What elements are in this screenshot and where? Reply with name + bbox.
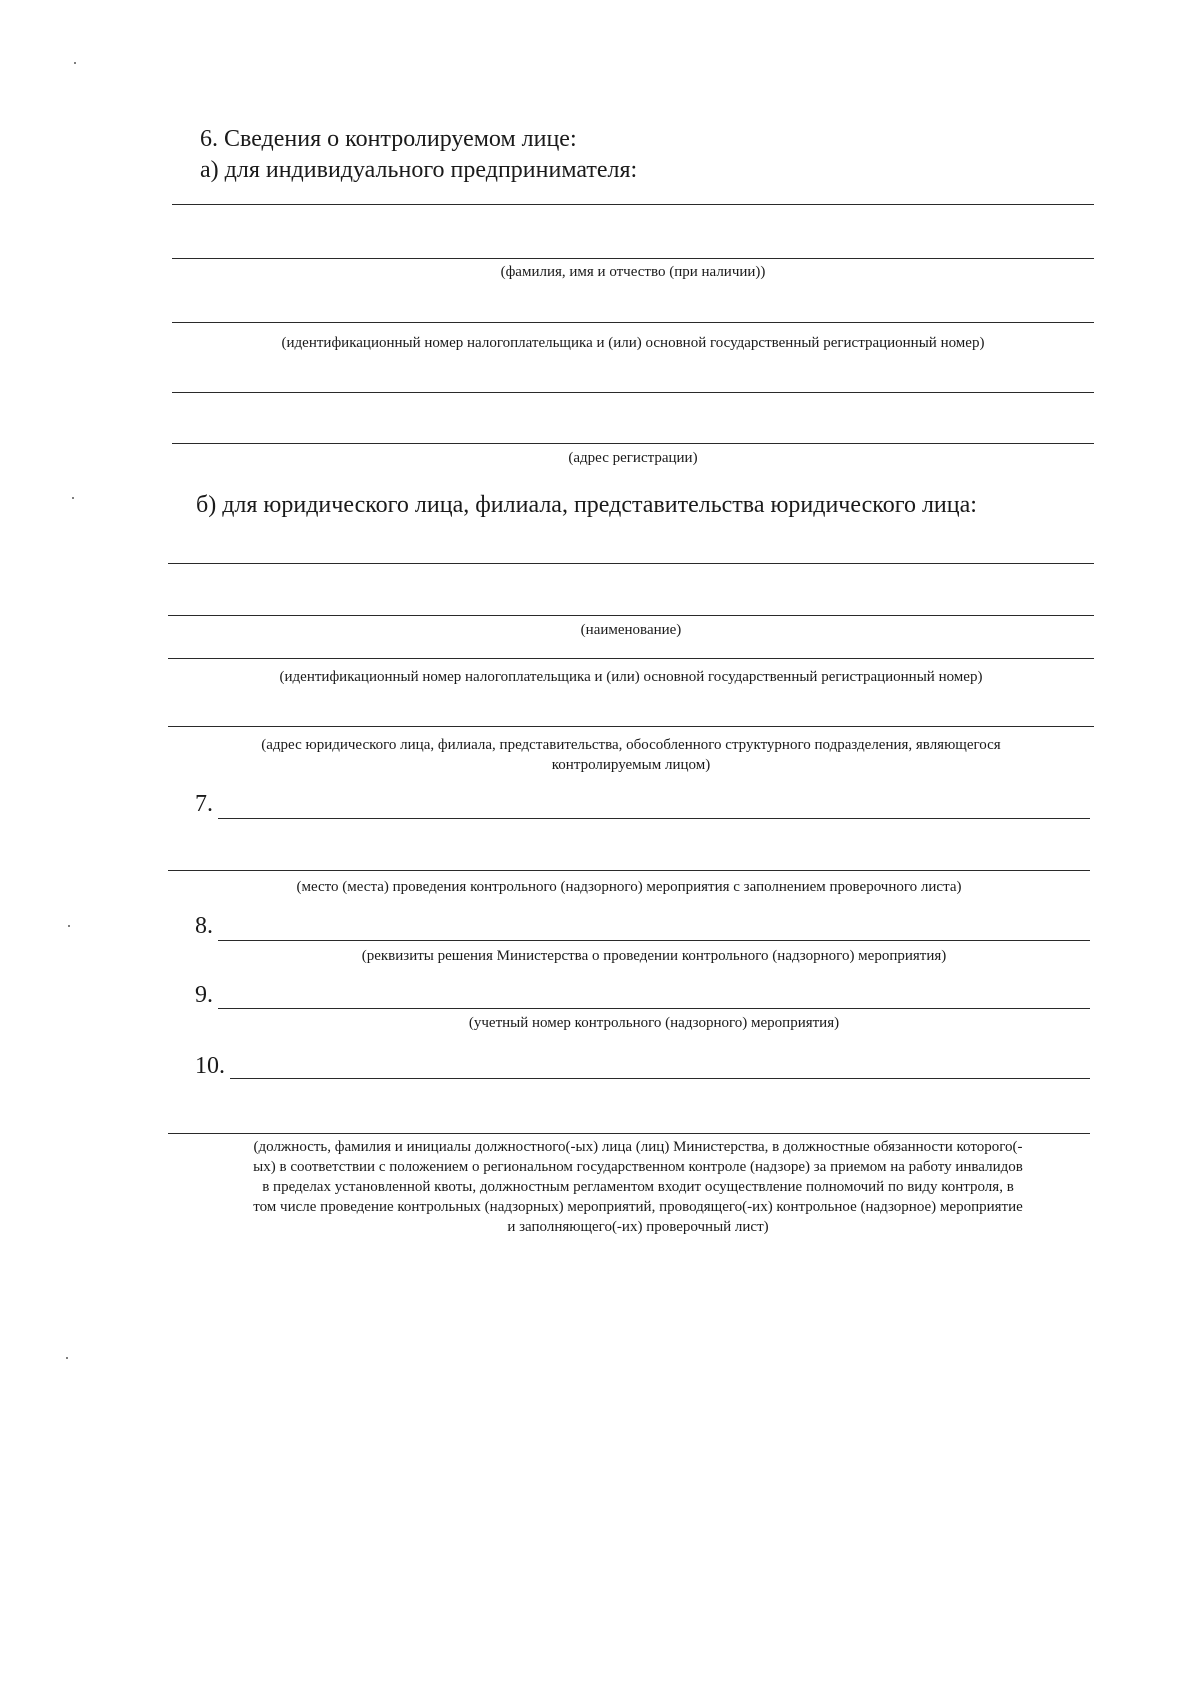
scan-speck bbox=[74, 62, 76, 64]
name-caption: (наименование) bbox=[580, 622, 682, 638]
place-caption: (место (места) проведения контрольного (надзорного) мероприятия с заполнением проверочного листа) bbox=[296, 879, 962, 895]
scan-speck bbox=[68, 925, 70, 927]
fill-line[interactable] bbox=[168, 563, 1094, 564]
item-8-number: 8. bbox=[195, 913, 213, 939]
inn-caption-ip: (идентификационный номер налогоплательщика и (или) основной государственный регистрационный номер) bbox=[281, 335, 985, 351]
officer-caption bbox=[168, 1137, 1108, 1237]
officer-caption-line: и заполняющего(-их) проверочный лист) bbox=[507, 1219, 769, 1235]
section-6a-title: а) для индивидуального предпринимателя: bbox=[200, 157, 638, 183]
fill-line[interactable] bbox=[218, 1008, 1090, 1009]
fill-line[interactable] bbox=[172, 322, 1094, 323]
officer-caption-line: том числе проведение контрольных (надзорных) мероприятий, проводящего(-их) контрольное (надзорное) мероприятие bbox=[253, 1199, 1023, 1215]
inn-caption-ul: (идентификационный номер налогоплательщика и (или) основной государственный регистрационный номер) bbox=[279, 669, 983, 685]
scan-speck bbox=[66, 1357, 68, 1359]
fill-line[interactable] bbox=[218, 818, 1090, 819]
address-caption-ul-2: контролируемым лицом) bbox=[551, 757, 711, 773]
fill-line[interactable] bbox=[168, 870, 1090, 871]
section-6b-title: б) для юридического лица, филиала, представительства юридического лица: bbox=[196, 492, 977, 518]
fill-line[interactable] bbox=[168, 726, 1094, 727]
officer-caption-line: ых) в соответствии с положением о региональном государственном контроле (надзоре) за приемом на работу инвалидов bbox=[253, 1159, 1023, 1175]
fill-line[interactable] bbox=[168, 615, 1094, 616]
officer-caption-line: в пределах установленной квоты, должностным регламентом входит осуществление полномочий по виду контроля, в bbox=[262, 1179, 1014, 1195]
decision-caption: (реквизиты решения Министерства о проведении контрольного (надзорного) мероприятия) bbox=[361, 948, 947, 964]
scan-speck bbox=[72, 497, 74, 499]
item-10-number: 10. bbox=[195, 1053, 225, 1079]
record-number-caption: (учетный номер контрольного (надзорного) мероприятия) bbox=[468, 1015, 840, 1031]
fill-line[interactable] bbox=[172, 258, 1094, 259]
fio-caption: (фамилия, имя и отчество (при наличии)) bbox=[500, 264, 766, 280]
fill-line[interactable] bbox=[172, 392, 1094, 393]
fill-line[interactable] bbox=[172, 204, 1094, 205]
fill-line[interactable] bbox=[172, 443, 1094, 444]
officer-caption-line: (должность, фамилия и инициалы должностного(-ых) лица (лиц) Министерства, в должностные обязанности которого(- bbox=[253, 1139, 1023, 1155]
section-6-title: 6. Сведения о контролируемом лице: bbox=[200, 126, 577, 152]
fill-line[interactable] bbox=[168, 1133, 1090, 1134]
address-caption-ip: (адрес регистрации) bbox=[568, 450, 698, 466]
item-9-number: 9. bbox=[195, 982, 213, 1008]
fill-line[interactable] bbox=[218, 940, 1090, 941]
fill-line[interactable] bbox=[230, 1078, 1090, 1079]
item-7-number: 7. bbox=[195, 791, 213, 817]
address-caption-ul-1: (адрес юридического лица, филиала, представительства, обособленного структурного подразделения, являющегося bbox=[261, 737, 1001, 753]
fill-line[interactable] bbox=[168, 658, 1094, 659]
